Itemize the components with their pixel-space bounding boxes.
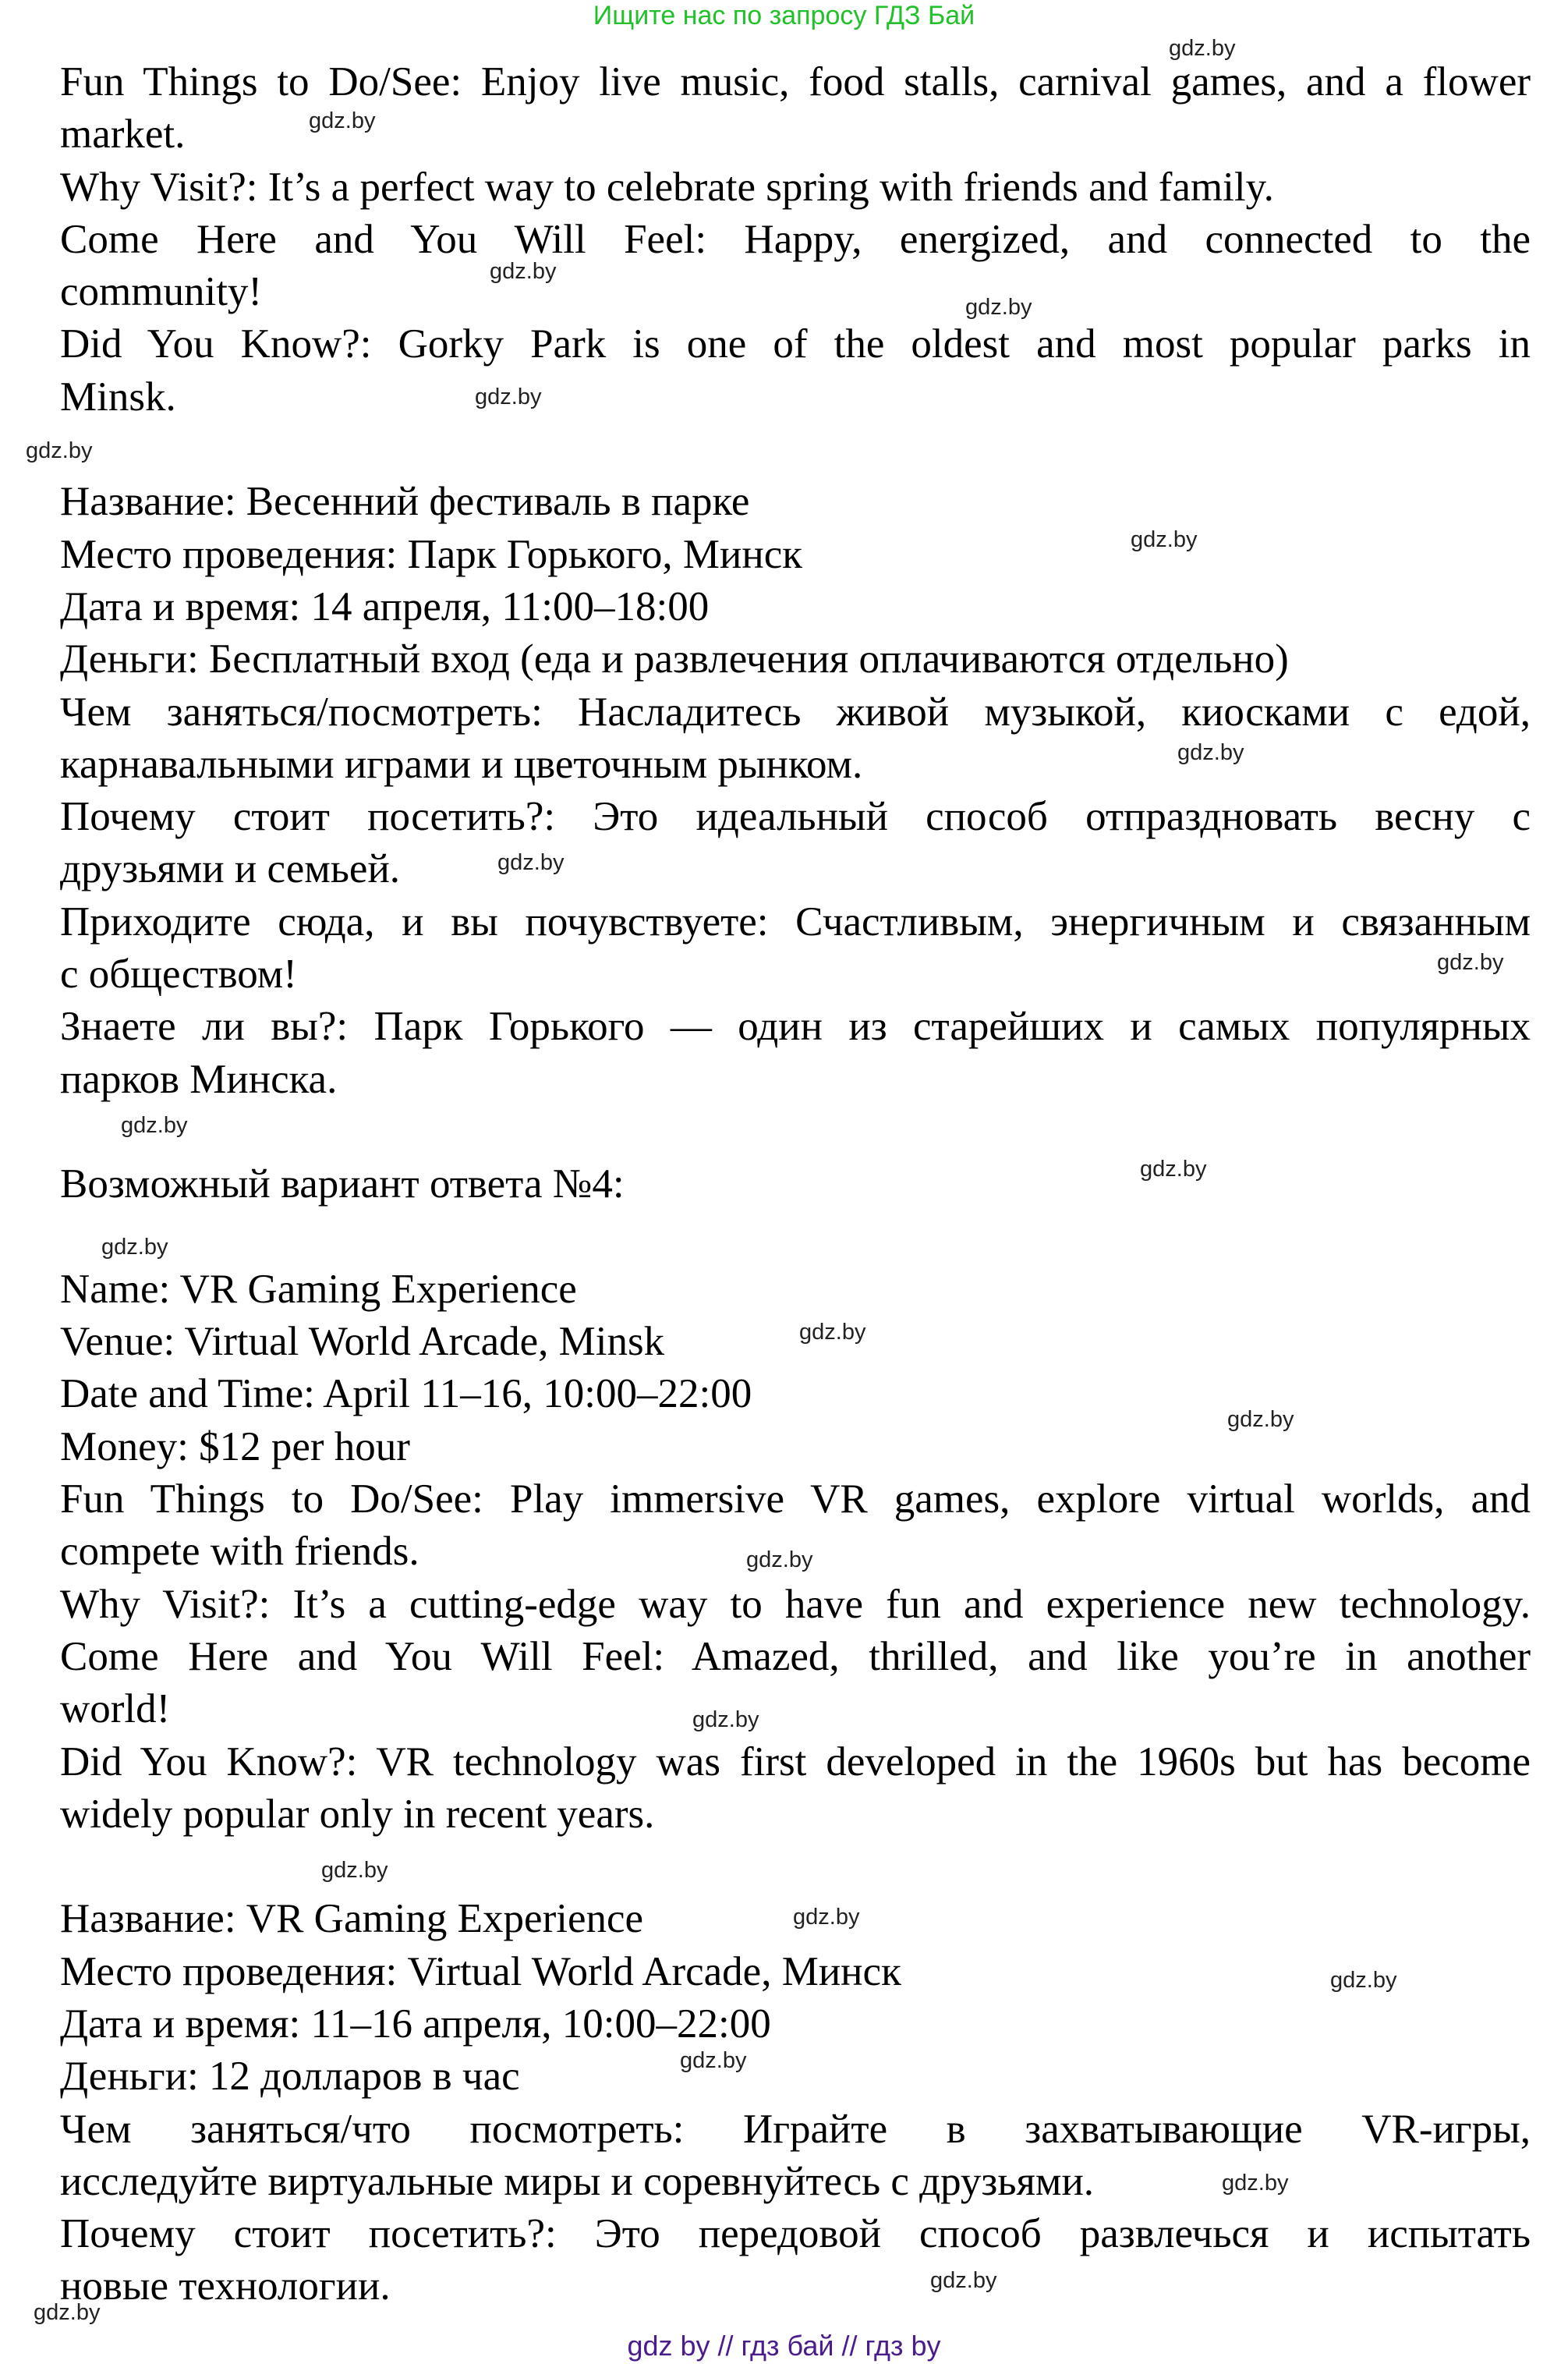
watermark: gdz.by [1330,1968,1397,1993]
spacer [60,1841,1531,1893]
text-line: market. [60,112,186,158]
text-line: исследуйте виртуальные миры и соревнуйтесь с друзьями. [60,2158,1095,2204]
answer-text [60,56,1531,2313]
text-line: Деньги: Бесплатный вход (еда и развлечения оплачиваются отдельно) [60,636,1289,682]
watermark: gdz.by [965,295,1032,320]
text-line: карнавальными играми и цветочным рынком. [60,741,863,787]
watermark: gdz.by [26,438,93,463]
text-line: Why Visit?: It’s a cutting-edge way to have fun and experience new technology. [60,1581,1531,1627]
watermark: gdz.by [680,2048,747,2073]
text-line: community! [60,269,263,315]
watermark: gdz.by [121,1113,188,1138]
text-line: Did You Know?: Gorky Park is one of the oldest and most popular parks in [60,321,1531,367]
watermark: gdz.by [793,1905,860,1930]
watermark: gdz.by [1177,740,1244,765]
section-heading: Возможный вариант ответа №4: [60,1161,625,1207]
text-line: друзьями и семьей. [60,846,401,892]
watermark: gdz.by [1222,2171,1289,2196]
watermark: gdz.by [746,1547,813,1572]
watermark: gdz.by [1437,950,1504,975]
text-line: Место проведения: Virtual World Arcade, Минск [60,1948,901,1994]
search-hint-banner[interactable]: Ищите нас по запросу ГДЗ Бай [593,1,975,30]
watermark: gdz.by [475,385,542,409]
text-line: Дата и время: 11–16 апреля, 10:00–22:00 [60,2001,771,2047]
watermark: gdz.by [930,2268,997,2293]
footer-links[interactable]: gdz by // гдз бай // гдз by [627,2330,941,2362]
text-line: Money: $12 per hour [60,1423,410,1469]
text-line: Come Here and You Will Feel: Happy, energized, and connected to the [60,216,1531,262]
watermark: gdz.by [497,850,565,875]
spacer [60,1106,1531,1158]
text-line: Minsk. [60,374,176,420]
text-line: Why Visit?: It’s a perfect way to celebrate spring with friends and family. [60,164,1274,210]
text-line: Название: VR Gaming Experience [60,1896,644,1942]
text-line: widely popular only in recent years. [60,1791,655,1837]
text-line: новые технологии. [60,2263,391,2309]
watermark: gdz.by [692,1707,759,1732]
text-line: Место проведения: Парк Горького, Минск [60,531,803,577]
text-line: с обществом! [60,952,297,998]
watermark: gdz.by [1140,1157,1207,1182]
text-line: compete with friends. [60,1529,419,1575]
watermark: gdz.by [101,1235,168,1260]
spacer [60,424,1531,476]
watermark: gdz.by [1169,36,1236,61]
text-line: Почему стоит посетить?: Это передовой способ развлечься и испытать [60,2211,1531,2257]
text-line: парков Минска. [60,1056,338,1102]
watermark: gdz.by [490,259,557,284]
text-line: world! [60,1686,171,1732]
watermark: gdz.by [309,108,376,133]
text-line: Название: Весенний фестиваль в парке [60,479,750,525]
watermark: gdz.by [799,1320,866,1345]
text-line: Come Here and You Will Feel: Amazed, thrilled, and like you’re in another [60,1633,1531,1679]
watermark: gdz.by [34,2300,101,2325]
text-line: Fun Things to Do/See: Play immersive VR games, explore virtual worlds, and [60,1476,1531,1522]
text-line: Деньги: 12 долларов в час [60,2054,520,2100]
text-line: Дата и время: 14 апреля, 11:00–18:00 [60,583,710,629]
text-line: Приходите сюда, и вы почувствуете: Счастливым, энергичным и связанным [60,898,1531,945]
text-line: Знаете ли вы?: Парк Горького — один из старейших и самых популярных [60,1004,1531,1050]
text-line: Name: VR Gaming Experience [60,1266,577,1312]
text-line: Fun Things to Do/See: Enjoy live music, food stalls, carnival games, and a flower [60,59,1531,105]
text-line: Чем заняться/посмотреть: Насладитесь живой музыкой, киосками с едой, [60,689,1531,735]
text-line: Did You Know?: VR technology was first developed in the 1960s but has become [60,1738,1531,1785]
text-line: Чем заняться/что посмотреть: Играйте в захватывающие VR-игры, [60,2106,1531,2152]
spacer [60,1211,1531,1264]
watermark: gdz.by [1227,1407,1294,1432]
text-line: Почему стоит посетить?: Это идеальный способ отпраздновать весну с [60,794,1531,840]
text-line: Venue: Virtual World Arcade, Minsk [60,1319,665,1365]
watermark: gdz.by [1131,527,1198,552]
text-line: Date and Time: April 11–16, 10:00–22:00 [60,1371,752,1417]
watermark: gdz.by [321,1858,388,1883]
